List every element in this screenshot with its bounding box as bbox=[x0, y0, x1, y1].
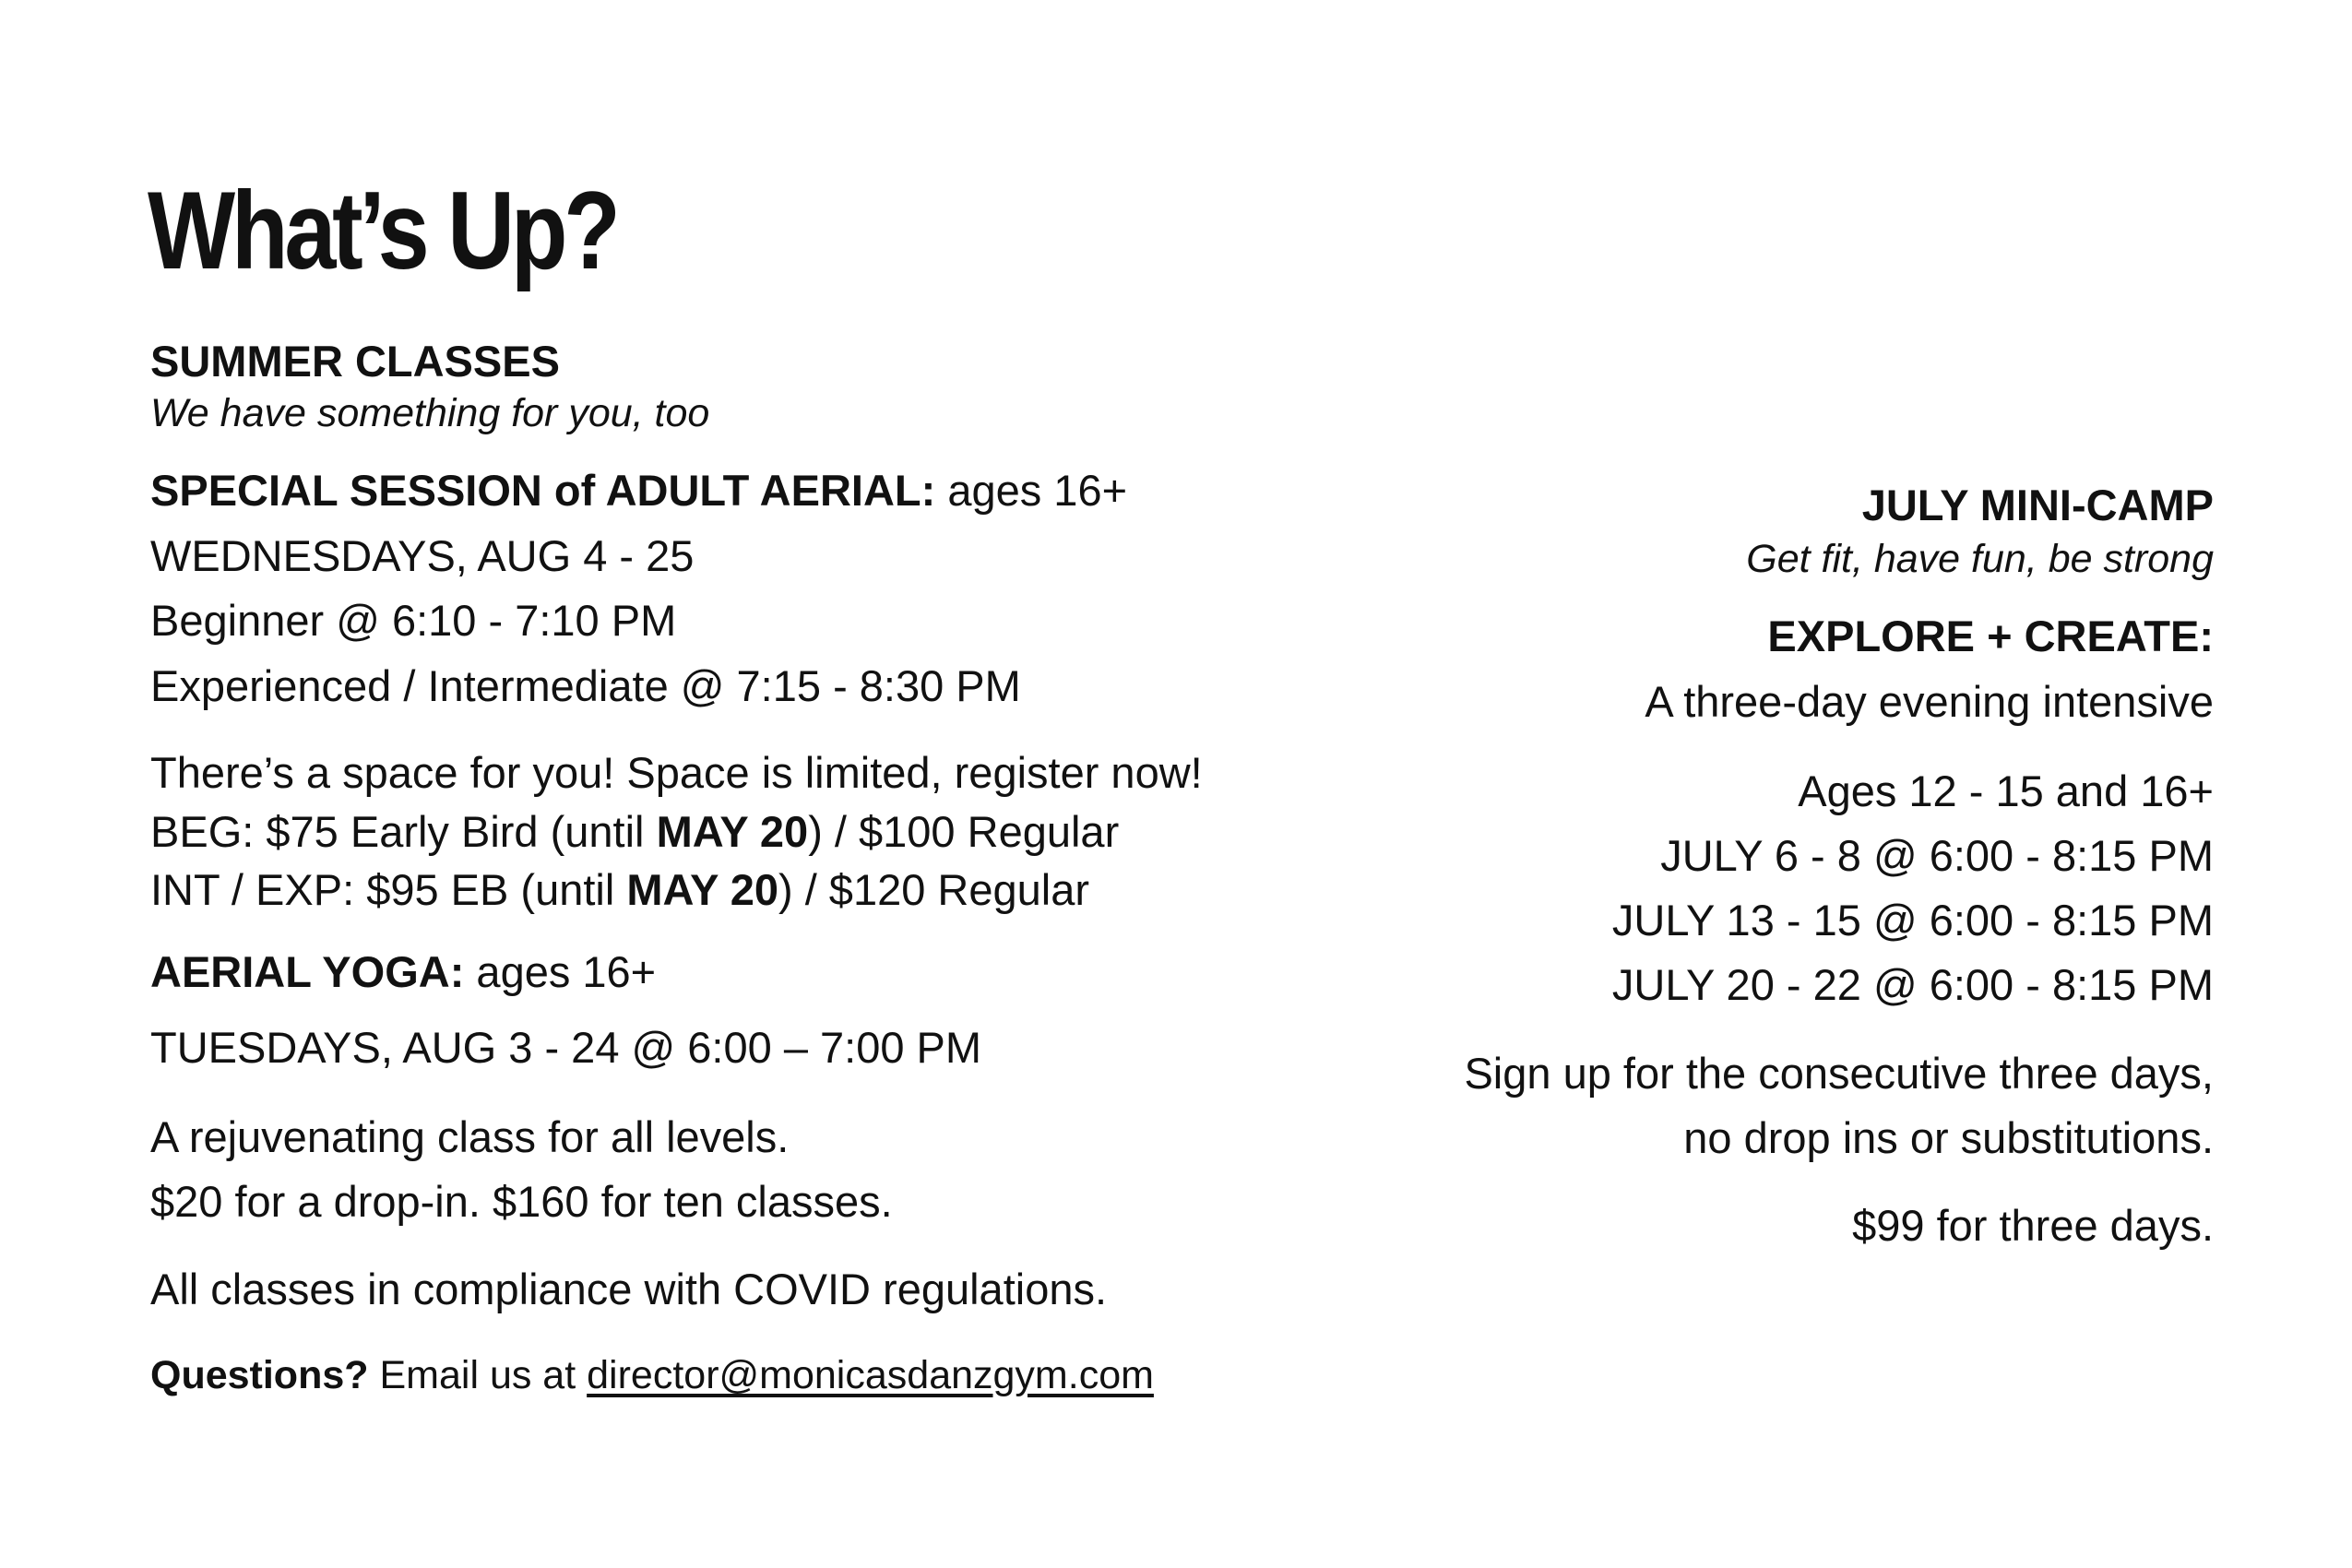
yoga-description: A rejuvenating class for all levels. bbox=[150, 1112, 790, 1161]
aerial-beg-price bbox=[150, 808, 1119, 856]
camp-price: $99 for three days. bbox=[1852, 1201, 2214, 1250]
yoga-heading: AERIAL YOGA: bbox=[150, 947, 465, 996]
summer-classes-tagline: We have something for you, too bbox=[150, 391, 710, 435]
aerial-days: WEDNESDAYS, AUG 4 - 25 bbox=[150, 531, 695, 580]
questions-line bbox=[150, 1354, 1154, 1397]
explore-create-heading: EXPLORE + CREATE: bbox=[1767, 612, 2214, 660]
camp-date-1: JULY 6 - 8 @ 6:00 - 8:15 PM bbox=[1660, 831, 2214, 880]
int-price-text: INT / EXP: $95 EB (until bbox=[150, 865, 627, 914]
beg-deadline: MAY 20 bbox=[656, 807, 809, 856]
aerial-experienced: Experienced / Intermediate @ 7:15 - 8:30 PM bbox=[150, 661, 1021, 710]
explore-description: A three-day evening intensive bbox=[1645, 677, 2214, 726]
aerial-beginner: Beginner @ 6:10 - 7:10 PM bbox=[150, 596, 677, 645]
signup-note-2: no drop ins or substitutions. bbox=[1683, 1113, 2214, 1162]
int-regular-price: ) / $120 Regular bbox=[778, 865, 1090, 914]
beg-price-text: BEG: $75 Early Bird (until bbox=[150, 807, 657, 856]
yoga-ages: ages 16+ bbox=[464, 947, 657, 996]
questions-text: Email us at bbox=[368, 1353, 588, 1397]
aerial-heading: SPECIAL SESSION of ADULT AERIAL: bbox=[150, 466, 936, 515]
summer-classes-heading: SUMMER CLASSES bbox=[150, 337, 560, 386]
page-title: What’s Up? bbox=[148, 169, 617, 292]
yoga-price: $20 for a drop-in. $160 for ten classes. bbox=[150, 1177, 893, 1226]
email-link[interactable]: director@monicasdanzgym.com bbox=[587, 1353, 1154, 1397]
mini-camp-tagline: Get fit, have fun, be strong bbox=[1746, 537, 2214, 581]
covid-note: All classes in compliance with COVID regulations. bbox=[150, 1265, 1108, 1313]
yoga-heading-line bbox=[150, 948, 656, 996]
int-deadline: MAY 20 bbox=[626, 865, 778, 914]
aerial-ages: ages 16+ bbox=[935, 466, 1128, 515]
aerial-heading-line bbox=[150, 467, 1127, 515]
aerial-space-note: There’s a space for you! Space is limited, register now! bbox=[150, 748, 1203, 797]
aerial-int-price bbox=[150, 866, 1089, 914]
camp-date-3: JULY 20 - 22 @ 6:00 - 8:15 PM bbox=[1611, 960, 2214, 1009]
camp-ages: Ages 12 - 15 and 16+ bbox=[1798, 766, 2214, 815]
mini-camp-heading: JULY MINI-CAMP bbox=[1861, 481, 2214, 529]
yoga-days: TUESDAYS, AUG 3 - 24 @ 6:00 – 7:00 PM bbox=[150, 1023, 982, 1072]
questions-label: Questions? bbox=[150, 1353, 369, 1397]
beg-regular-price: ) / $100 Regular bbox=[808, 807, 1120, 856]
signup-note-1: Sign up for the consecutive three days, bbox=[1464, 1049, 2214, 1098]
camp-date-2: JULY 13 - 15 @ 6:00 - 8:15 PM bbox=[1611, 896, 2214, 944]
